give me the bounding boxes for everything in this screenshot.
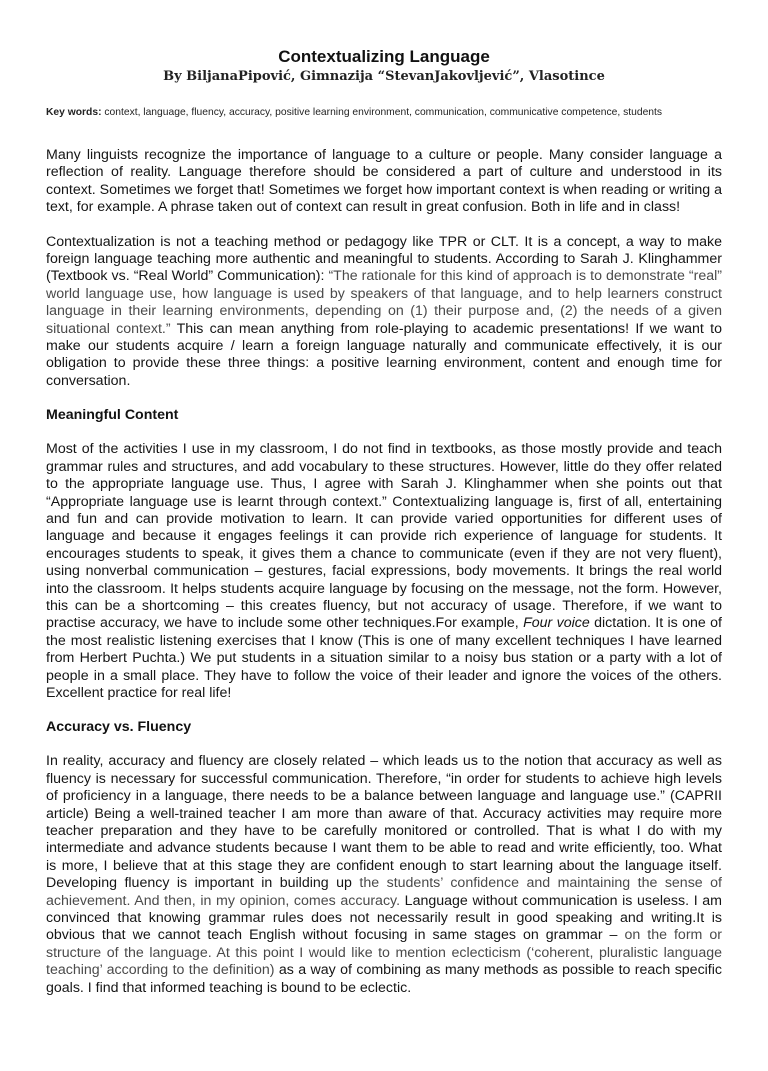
paragraph-text: Contextualization is not a teaching method or pedagogy like TPR or CLT. It is a concept, a way to make foreign language teaching more authentic and meaningful to students. According to Sarah J. Klinghammer (Textbook vs. “Real World” Communication): — [46, 233, 722, 285]
document-page — [0, 47, 768, 1071]
keywords-text: context, language, fluency, accuracy, positive learning environment, communication, communicative competence, students — [101, 107, 663, 118]
page-title: Contextualizing Language — [278, 47, 490, 66]
italic-term: Four voice — [523, 615, 590, 632]
paragraph-text: dictation. It is one of the most realistic listening exercises that I know (This is one of many excellent techniques I have learned from Herbert Puchta.) We put students in a situation similar to a noisy bus station or a party with a lot of people in a small place. They have to follow the voice of their leader and ignore the voices of the others. Excellent practice for real life! — [46, 615, 722, 701]
quotation: the students’ confidence and maintaining the sense of achievement. And then, in my opinion, comes accuracy. — [46, 875, 722, 909]
paragraph-intro: Many linguists recognize the importance of language to a culture or people. Many consider language a reflection of reality. Language therefore should be considered a part of culture and understood in its context. Sometimes we forget that! Sometimes we forget how important context is when reading or writing a text, for example. A phrase taken out of context can result in great confusion. Both in life and in class! — [46, 147, 722, 216]
paragraph-text: (CAPRII article) Being a well-trained teacher I am more than aware of that. Accuracy activities may require more teacher preparation and they have to be carefully monitored or controlled. That is what I do with my intermediate and advance students because I want them to be able to read and write efficiently, too. What is more, I believe that at this stage they are confident enough to start learning about the language itself. Developing fluency is important in building up — [46, 788, 722, 892]
paragraph-meaningful-content — [46, 441, 722, 702]
keywords-label: Key words: — [46, 107, 102, 118]
quotation: “The rationale for this kind of approach is to demonstrate “real” world language use, how language is used by speakers of that language, and to help learners construct language in their learning environments, depending on (1) their purpose and, (2) the needs of a given situational context.” — [46, 268, 723, 337]
paragraph-accuracy-fluency — [46, 753, 722, 997]
paragraph-text: as a way of combining as many methods as possible to reach specific goals. I find that informed teaching is bound to be eclectic. — [46, 962, 722, 996]
paragraph-text: Language without communication is useless. I am convinced that knowing grammar rules does not necessarily result in good speaking and writing.It is obvious that we cannot teach English without focusing in same stages on grammar – — [46, 892, 722, 944]
paragraph-text: This can mean anything from role-playing to academic presentations! If we want to make our students acquire / learn a foreign language naturally and communicate effectively, it is our obligation to provide these three things: a positive learning environment, content and enough time for conversation. — [46, 320, 722, 389]
paragraph-text: In reality, accuracy and fluency are closely related – which leads us to the notion that accuracy as well as fluency is necessary for successful communication. Therefore, “in order for students to achieve high levels of proficiency in a language, there needs to be a balance between language and language use.” — [46, 753, 722, 805]
quotation: on the form or structure of the language. At this point I would like to mention eclecticism (‘coherent, pluralistic language teaching’ according to the definition) — [46, 927, 722, 979]
section-heading-meaningful-content: Meaningful Content — [46, 407, 179, 424]
paragraph-text: Most of the activities I use in my classroom, I do not find in textbooks, as those mostly provide and teach grammar rules and structures, and add vocabulary to these structures. However, little do they offer related to the appropriate language use. Thus, I agree with Sarah J. Klinghammer when she points out that “Appropriate language use is learnt through context.” Contextualizing language is, first of all, entertaining and fun and can provide motivation to learn. It can provide varied opportunities for different uses of language and because it engages feelings it can provide rich experience of language for students. It encourages students to speak, it gives them a chance to communicate (even if they are not very fluent), using nonverbal communication – gestures, facial expressions, body movements. It brings the real world into the classroom. It helps students acquire language by focusing on the message, not the form. However, this can be a shortcoming – this creates fluency, but not accuracy of usage. Therefore, if we want to practise accuracy, we have to include some other techniques.For example, — [46, 441, 722, 632]
author-byline: By BiljanaPipović, Gimnazija “StevanJakovljević”, Vlasotince — [163, 69, 605, 84]
paragraph-contextualization — [46, 234, 722, 391]
keywords-line — [46, 106, 722, 120]
section-heading-accuracy-fluency: Accuracy vs. Fluency — [46, 719, 192, 736]
